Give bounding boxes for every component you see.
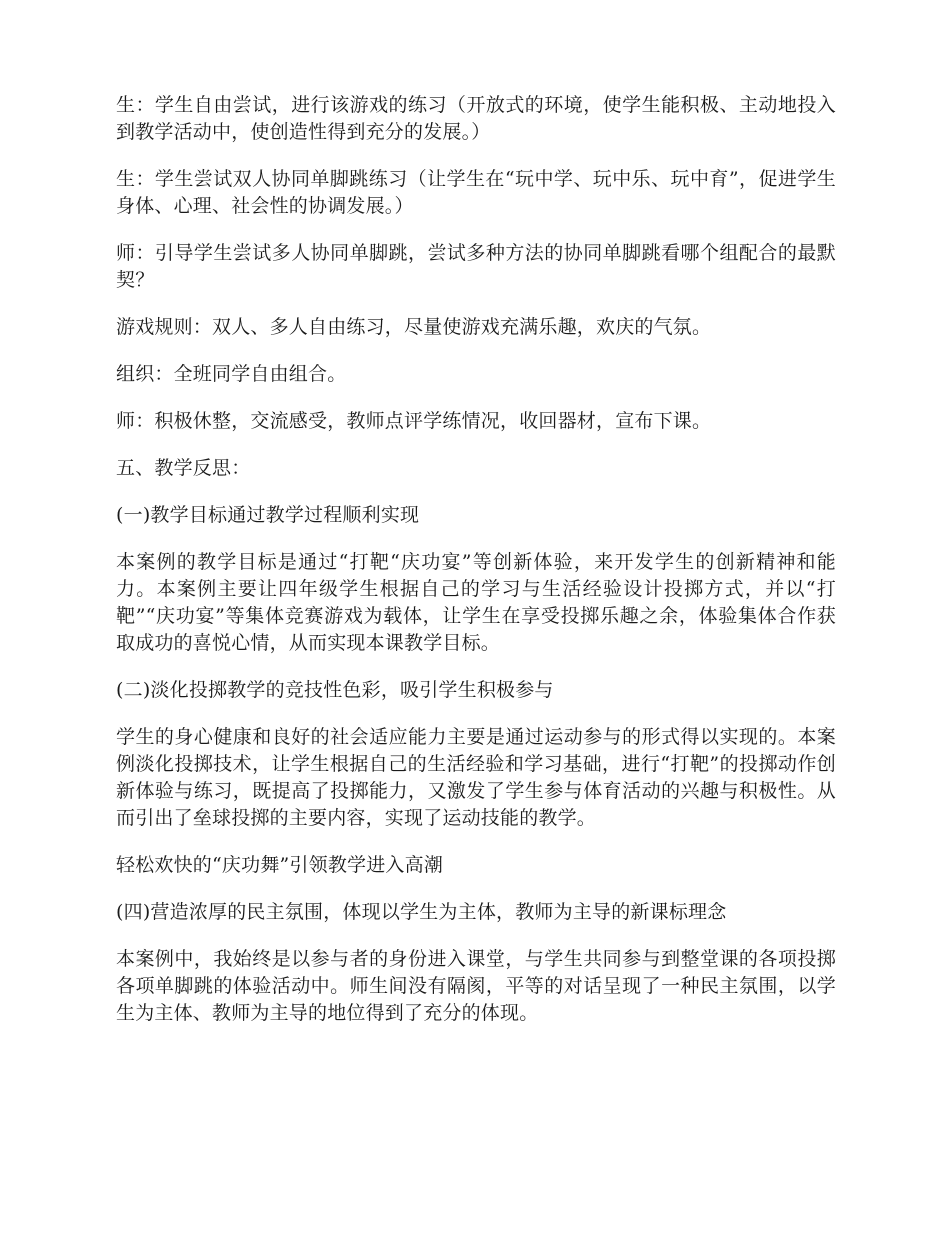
subheading-democratic-atmosphere: (四)营造浓厚的民主氛围，体现以学生为主体，教师为主导的新课标理念 [116, 901, 727, 923]
section-heading-reflection: 五、教学反思： [116, 457, 251, 479]
paragraph-democratic-atmosphere: 本案例中，我始终是以参与者的身份进入课堂，与学生共同参与到整堂课的各项投掷各项单脚跳的体验活动中。师生间没有隔阂，平等的对话呈现了一种民主氛围，以学生为主体、教师为主导的地位得到了充分的体现。 [116, 948, 836, 1024]
paragraph-reduce-competition: 学生的身心健康和良好的社会适应能力主要是通过运动参与的形式得以实现的。本案例淡化投掷技术，让学生根据自己的生活经验和学习基础，进行“打靶”的投掷动作创新体验与练习，既提高了投掷能力，又激发了学生参与体育活动的兴趣与积极性。从而引出了垒球投掷的主要内容，实现了运动技能的教学。 [116, 726, 836, 829]
paragraph-teacher-wrapup: 师：积极休整，交流感受，教师点评学练情况，收回器材，宣布下课。 [116, 410, 712, 432]
paragraph-game-rules: 游戏规则：双人、多人自由练习，尽量使游戏充满乐趣，欢庆的气氛。 [116, 316, 712, 338]
paragraph-teacher-guide-group-hop: 师：引导学生尝试多人协同单脚跳，尝试多种方法的协同单脚跳看哪个组配合的最默契？ [116, 242, 836, 291]
paragraph-organization: 组织：全班同学自由组合。 [116, 363, 347, 385]
paragraph-goal-achieved: 本案例的教学目标是通过“打靶“庆功宴”等创新体验，来开发学生的创新精神和能力。本案例主要让四年级学生根据自己的学习与生活经验设计投掷方式，并以“打靶”“庆功宴”等集体竞赛游戏为载体，让学生在享受投掷乐趣之余，体验集体合作获取成功的喜悦心情，从而实现本课教学目标。 [116, 551, 836, 654]
document-body [116, 92, 836, 1047]
subheading-celebration-dance: 轻松欢快的“庆功舞”引领教学进入高潮 [116, 854, 444, 876]
subheading-goal-achieved: (一)教学目标通过教学过程顺利实现 [116, 504, 420, 526]
paragraph-student-pair-hop: 生：学生尝试双人协同单脚跳练习（让学生在“玩中学、玩中乐、玩中育”，促进学生身体、心理、社会性的协调发展。） [116, 168, 836, 217]
subheading-reduce-competition: (二)淡化投掷教学的竞技性色彩，吸引学生积极参与 [116, 679, 554, 701]
paragraph-student-free-try: 生：学生自由尝试，进行该游戏的练习（开放式的环境，使学生能积极、主动地投入到教学活动中，使创造性得到充分的发展。） [116, 94, 836, 143]
